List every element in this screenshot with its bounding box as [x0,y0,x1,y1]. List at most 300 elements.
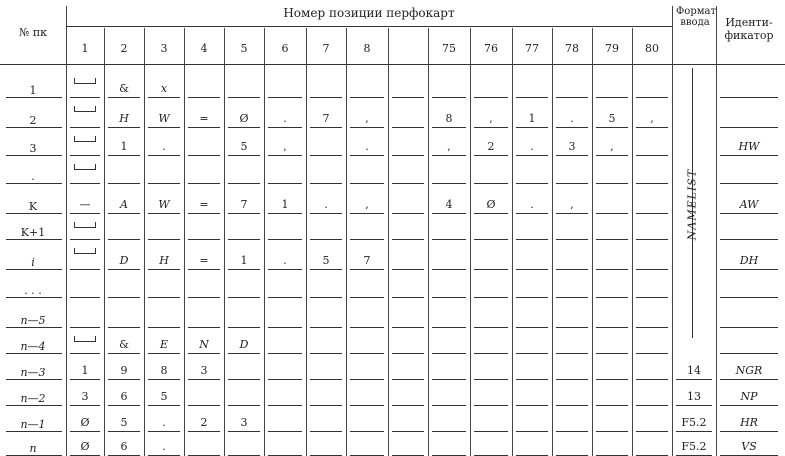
cell-underline [432,155,466,156]
column-divider [592,28,593,456]
cell-underline [70,239,100,240]
column-divider [264,28,265,456]
identifier-cell: NP [740,390,758,403]
column-divider [346,28,347,456]
cell-underline [516,183,548,184]
cell-underline [148,297,180,298]
card-cell: 8 [160,364,168,377]
cell-underline [392,353,424,354]
cell-underline [108,353,140,354]
row-underline [6,269,62,270]
cell-underline [108,431,140,432]
cell-underline [596,183,628,184]
cell-underline [70,327,100,328]
cell-underline [350,353,384,354]
cell-underline [350,127,384,128]
cell-underline [188,431,220,432]
card-cell: . [162,140,166,153]
card-cell: & [119,82,129,95]
cell-underline [516,155,548,156]
cell-underline [392,379,424,380]
card-cell: = [199,254,209,267]
cell-underline [596,431,628,432]
cell-underline [188,353,220,354]
row-label-divider [66,6,67,456]
column-divider [552,28,553,456]
column-header-75: 75 [442,42,456,55]
cell-underline [148,269,180,270]
cell-underline [268,327,302,328]
cell-underline [474,127,508,128]
card-cell: . [530,140,534,153]
card-cell [66,218,104,231]
identifier-cell: DH [739,254,759,267]
card-cell: 3 [568,140,576,153]
cell-underline [516,405,548,406]
card-cell: E [159,338,169,351]
row-label: n—2 [20,392,46,405]
column-header-77: 77 [525,42,539,55]
cell-underline [596,327,628,328]
cell-underline [474,297,508,298]
cell-underline [148,97,180,98]
cell-underline [228,353,260,354]
column-header-8: 8 [363,42,371,55]
cell-underline [268,269,302,270]
cell-underline [596,269,628,270]
card-cell: , [570,198,574,211]
cell-underline [350,327,384,328]
identifier-underline [720,213,778,214]
identifier-cell: HW [738,140,760,153]
cell-underline [392,269,424,270]
card-cell: 1 [120,140,128,153]
column-header-80: 80 [645,42,659,55]
card-cell: , [447,140,451,153]
row-label: 1 [29,84,37,97]
cell-underline [474,431,508,432]
cell-underline [188,183,220,184]
cell-underline [148,155,180,156]
cell-underline [392,213,424,214]
column-header-76: 76 [484,42,498,55]
cell-underline [310,297,342,298]
cell-underline [636,431,668,432]
identifier-cell: AW [739,198,759,211]
cell-underline [350,431,384,432]
cell-underline [636,213,668,214]
cell-underline [108,239,140,240]
card-cell [66,132,104,145]
cell-underline [350,239,384,240]
cell-underline [636,155,668,156]
card-cell: & [119,338,129,351]
cell-underline [474,327,508,328]
row-label: . [31,170,35,183]
cell-underline [228,97,260,98]
column-divider [470,28,471,456]
cell-underline [516,431,548,432]
cell-underline [432,327,466,328]
blank-space-icon [74,78,96,84]
cell-underline [268,353,302,354]
cell-underline [350,405,384,406]
cell-underline [432,379,466,380]
cell-underline [268,127,302,128]
cell-underline [228,213,260,214]
cell-underline [474,183,508,184]
card-cell: — [79,198,91,211]
cell-underline [432,183,466,184]
cell-underline [556,379,588,380]
header-rule [66,26,672,27]
cell-underline [556,431,588,432]
cell-underline [432,97,466,98]
card-cell: H [119,112,129,125]
cell-underline [516,239,548,240]
cell-underline [268,431,302,432]
cell-underline [516,127,548,128]
cell-underline [350,183,384,184]
cell-underline [636,97,668,98]
row-label: 3 [29,142,37,155]
card-cell: . [283,254,287,267]
identifier-cell: NGR [735,364,763,377]
cell-underline [310,431,342,432]
column-divider [224,28,225,456]
cell-underline [516,269,548,270]
card-cell: . [570,112,574,125]
column-header-79: 79 [605,42,619,55]
cell-underline [474,155,508,156]
cell-underline [636,297,668,298]
card-cell: N [199,338,209,351]
cell-underline [268,239,302,240]
cell-underline [148,405,180,406]
card-cell: 1 [81,364,89,377]
namelist-label: NAMELIST [685,168,699,241]
cell-underline [148,431,180,432]
row-label: n—5 [20,314,46,327]
card-cell: 4 [445,198,453,211]
cell-underline [636,127,668,128]
cell-underline [108,97,140,98]
card-cell: 3 [81,390,89,403]
card-cell [66,160,104,173]
identifier-underline [720,297,778,298]
card-cell: Ø [239,112,249,125]
header-bottom-rule [0,64,785,65]
card-cell: 3 [200,364,208,377]
cell-underline [474,353,508,354]
cell-underline [228,297,260,298]
identifier-underline [720,127,778,128]
card-cell: 1 [281,198,289,211]
card-cell: W [158,112,170,125]
cell-underline [70,297,100,298]
card-cell: 2 [487,140,495,153]
format-underline [676,431,712,432]
identifier-underline [720,431,778,432]
cell-underline [556,213,588,214]
row-underline [6,213,62,214]
cell-underline [70,127,100,128]
card-cell: D [239,338,249,351]
identifier-underline [720,239,778,240]
cell-underline [350,155,384,156]
identifier-underline [720,155,778,156]
cell-underline [108,155,140,156]
card-cell: Ø [80,440,90,453]
cell-underline [516,97,548,98]
cell-underline [188,297,220,298]
cell-underline [228,183,260,184]
format-header: Формат ввода [676,6,716,28]
cell-underline [310,127,342,128]
card-cell: , [610,140,614,153]
row-underline [6,239,62,240]
column-divider [388,28,389,456]
blank-space-icon [74,136,96,142]
cell-underline [228,431,260,432]
cell-underline [108,127,140,128]
cell-underline [310,239,342,240]
cell-underline [268,213,302,214]
cell-underline [474,405,508,406]
cell-underline [268,297,302,298]
cell-underline [350,97,384,98]
cell-underline [310,379,342,380]
row-underline [6,97,62,98]
card-cell: 1 [528,112,536,125]
cell-underline [70,97,100,98]
row-label: i [31,256,35,269]
row-number-header: № пк [18,26,48,39]
card-cell: , [365,112,369,125]
cell-underline [516,297,548,298]
identifier-cell: VS [741,440,757,453]
card-cell: , [489,112,493,125]
blank-space-icon [74,248,96,254]
cell-underline [516,213,548,214]
cell-underline [392,127,424,128]
card-cell: . [365,140,369,153]
cell-underline [350,213,384,214]
cell-underline [556,183,588,184]
cell-underline [556,327,588,328]
column-divider [632,28,633,456]
cell-underline [556,405,588,406]
row-underline [6,431,62,432]
cell-underline [310,269,342,270]
cell-underline [556,297,588,298]
column-divider [306,28,307,456]
row-label: 2 [29,114,37,127]
cell-underline [596,239,628,240]
identifier-divider [716,6,717,456]
cell-underline [188,155,220,156]
identifier-underline [720,405,778,406]
column-header-6: 6 [281,42,289,55]
format-cell: 14 [687,364,701,377]
card-cell: 5 [240,140,248,153]
cell-underline [228,269,260,270]
cell-underline [556,239,588,240]
cell-underline [70,405,100,406]
cell-underline [268,379,302,380]
card-cell: 6 [120,440,128,453]
cell-underline [188,269,220,270]
cell-underline [188,239,220,240]
cell-underline [474,213,508,214]
row-underline [6,155,62,156]
cell-underline [432,127,466,128]
cell-underline [228,327,260,328]
cell-underline [432,269,466,270]
column-header-5: 5 [240,42,248,55]
row-underline [6,327,62,328]
cell-underline [556,127,588,128]
cell-underline [350,297,384,298]
cell-underline [310,353,342,354]
cell-underline [310,97,342,98]
cell-underline [474,239,508,240]
cell-underline [70,379,100,380]
format-cell: 13 [687,390,701,403]
card-cell: , [365,198,369,211]
card-cell: H [159,254,169,267]
card-cell: 8 [445,112,453,125]
cell-underline [596,405,628,406]
card-cell: Ø [80,416,90,429]
cell-underline [596,127,628,128]
cell-underline [516,353,548,354]
column-divider [184,28,185,456]
cell-underline [392,97,424,98]
cell-underline [108,213,140,214]
cell-underline [350,379,384,380]
cell-underline [596,213,628,214]
row-underline [6,127,62,128]
column-header-7: 7 [322,42,330,55]
cell-underline [432,239,466,240]
card-cell: A [120,198,128,211]
card-cell [66,244,104,257]
column-divider [144,28,145,456]
cell-underline [432,405,466,406]
card-cell: , [650,112,654,125]
cell-underline [188,327,220,328]
format-underline [676,379,712,380]
blank-space-icon [74,164,96,170]
cell-underline [596,97,628,98]
cell-underline [268,97,302,98]
cell-underline [70,353,100,354]
cell-underline [392,431,424,432]
cell-underline [596,379,628,380]
cell-underline [556,353,588,354]
column-header-2: 2 [120,42,128,55]
cell-underline [70,213,100,214]
cell-underline [432,213,466,214]
cell-underline [392,239,424,240]
cell-underline [268,405,302,406]
format-cell: F5.2 [681,440,707,453]
row-label: K [28,200,38,213]
cell-underline [556,97,588,98]
row-underline [6,297,62,298]
cell-underline [108,379,140,380]
column-header-1: 1 [81,42,89,55]
card-cell: Ø [486,198,496,211]
card-cell: . [283,112,287,125]
card-cell: 5 [322,254,330,267]
cell-underline [70,155,100,156]
cell-underline [148,127,180,128]
cell-underline [596,155,628,156]
blank-space-icon [74,222,96,228]
cell-underline [188,405,220,406]
identifier-cell: HR [740,416,758,429]
cell-underline [148,239,180,240]
card-cell: 5 [120,416,128,429]
cell-underline [310,155,342,156]
cell-underline [556,269,588,270]
card-cell [66,332,104,345]
column-header-78: 78 [565,42,579,55]
cell-underline [636,353,668,354]
card-cell: x [160,82,168,95]
cell-underline [636,405,668,406]
column-divider [428,28,429,456]
row-label: n [29,442,37,455]
format-underline [676,405,712,406]
cell-underline [108,297,140,298]
cell-underline [108,269,140,270]
identifier-underline [720,379,778,380]
card-cell: 3 [240,416,248,429]
cell-underline [188,379,220,380]
cell-underline [228,379,260,380]
cell-underline [474,97,508,98]
cell-underline [228,155,260,156]
cell-underline [268,183,302,184]
cell-underline [516,379,548,380]
row-label: n—1 [20,418,46,431]
column-divider [512,28,513,456]
cell-underline [474,379,508,380]
card-cell: 5 [608,112,616,125]
card-cell: . [530,198,534,211]
format-divider [672,6,673,456]
cell-underline [228,239,260,240]
card-cell: 5 [160,390,168,403]
cell-underline [148,327,180,328]
cell-underline [108,405,140,406]
positions-title: Номер позиции перфокарт [283,6,455,20]
card-cell: 2 [200,416,208,429]
cell-underline [310,405,342,406]
card-cell: 7 [322,112,330,125]
row-underline [6,405,62,406]
column-divider [104,28,105,456]
identifier-header: Иденти- фикатор [724,16,774,42]
cell-underline [432,353,466,354]
format-cell: F5.2 [681,416,707,429]
cell-underline [392,183,424,184]
row-underline [6,353,62,354]
cell-underline [268,155,302,156]
